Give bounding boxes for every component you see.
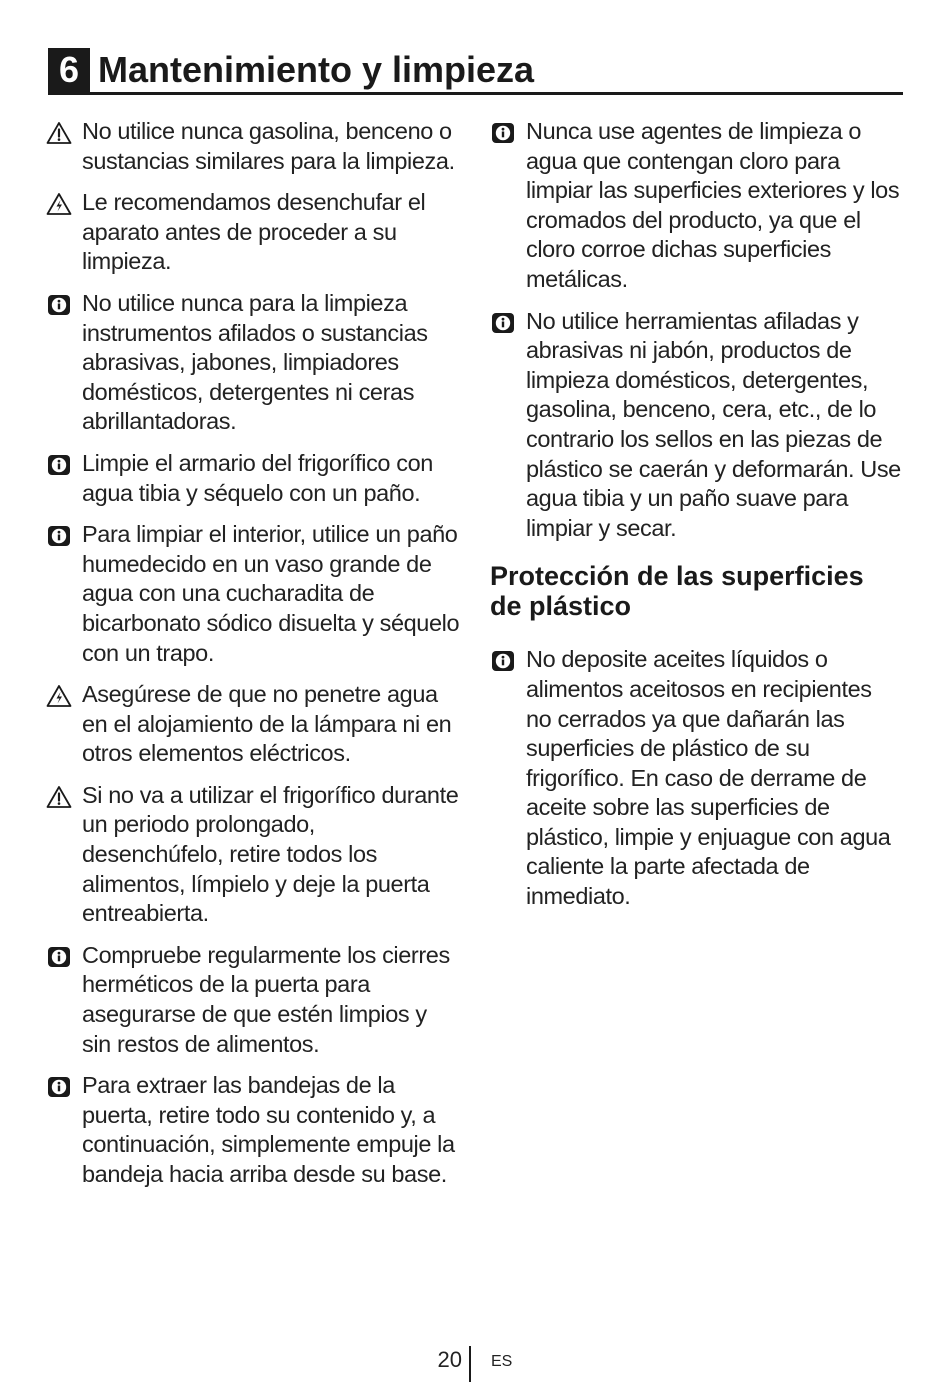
list-item	[46, 680, 460, 769]
info-icon	[46, 453, 72, 477]
chapter-title: Mantenimiento y limpieza	[98, 49, 535, 90]
item-text: Si no va a utilizar el frigorífico durante un periodo prolongado, desenchúfelo, retire todos los alimentos, límpielo y deje la puerta entreabierta.	[82, 781, 459, 927]
page-footer	[0, 1346, 950, 1382]
item-text: No utilice nunca para la limpieza instrumentos afilados o sustancias abrasivas, jabones, limpiadores domésticos, detergentes ni ceras abrillantadoras.	[82, 289, 428, 435]
list-item	[46, 449, 460, 508]
warning-icon	[46, 785, 72, 809]
item-text: Asegúrese de que no penetre agua en el alojamiento de la lámpara ni en otros elementos eléctricos.	[82, 681, 452, 767]
list-item	[46, 781, 460, 929]
item-text: Para limpiar el interior, utilice un paño humedecido en un vaso grande de agua con una cucharadita de bicarbonato sódico disuelta y séquelo con un trapo.	[82, 521, 460, 666]
item-text: Para extraer las bandejas de la puerta, retire todo su contenido y, a continuación, simplemente empuje la bandeja hacia arriba desde su base.	[82, 1072, 455, 1187]
info-icon	[490, 121, 516, 145]
footer-divider	[469, 1346, 471, 1382]
item-text: No utilice nunca gasolina, benceno o sustancias similares para la limpieza.	[82, 118, 455, 174]
item-text: Compruebe regularmente los cierres herméticos de la puerta para asegurarse de que estén limpios y sin restos de alimentos.	[82, 941, 450, 1057]
item-text: Nunca use agentes de limpieza o agua que contengan cloro para limpiar las superficies exteriores y los cromados del producto, ya que el cloro corroe dichas superficies metálicas.	[526, 118, 900, 292]
info-icon	[490, 649, 516, 673]
page-number: 20	[437, 1347, 462, 1372]
list-item	[46, 1071, 460, 1189]
list-item	[490, 307, 902, 544]
info-icon	[46, 293, 72, 317]
section-title: Protección de las superficies de plástico	[490, 561, 864, 622]
item-text: Le recomendamos desenchufar el aparato antes de proceder a su limpieza.	[82, 189, 426, 275]
info-icon	[46, 524, 72, 548]
item-text: No utilice herramientas afiladas y abrasivas ni jabón, productos de limpieza domésticos, detergentes, gasolina, benceno, cera, etc., de lo contrario los sellos en las piezas de plástico se caerán y deformarán. Use agua tibia y un paño suave para limpiar y secar.	[526, 307, 901, 541]
list-item	[490, 117, 902, 295]
item-text: No deposite aceites líquidos o alimentos aceitosos en recipientes no cerrados ya que dañarán las superficies de plástico de su frigorífico. En caso de derrame de aceite sobre las superficies de plástico, limpie y enjuague con agua caliente la parte afectada de inmediato.	[526, 646, 891, 910]
list-item	[46, 188, 460, 277]
info-icon	[490, 311, 516, 335]
left-column	[46, 117, 460, 1202]
list-item	[490, 645, 902, 911]
electric-warning-icon	[46, 684, 72, 708]
warning-icon	[46, 121, 72, 145]
chapter-number: 6	[48, 48, 90, 92]
language-code: ES	[491, 1353, 513, 1370]
info-icon	[46, 1075, 72, 1099]
list-item	[46, 117, 460, 176]
chapter-header	[48, 46, 903, 95]
electric-warning-icon	[46, 192, 72, 216]
info-icon	[46, 945, 72, 969]
item-text: Limpie el armario del frigorífico con agua tibia y séquelo con un paño.	[82, 449, 433, 506]
list-item	[46, 520, 460, 668]
list-item	[46, 289, 460, 437]
list-item	[46, 941, 460, 1059]
right-column	[490, 117, 902, 924]
